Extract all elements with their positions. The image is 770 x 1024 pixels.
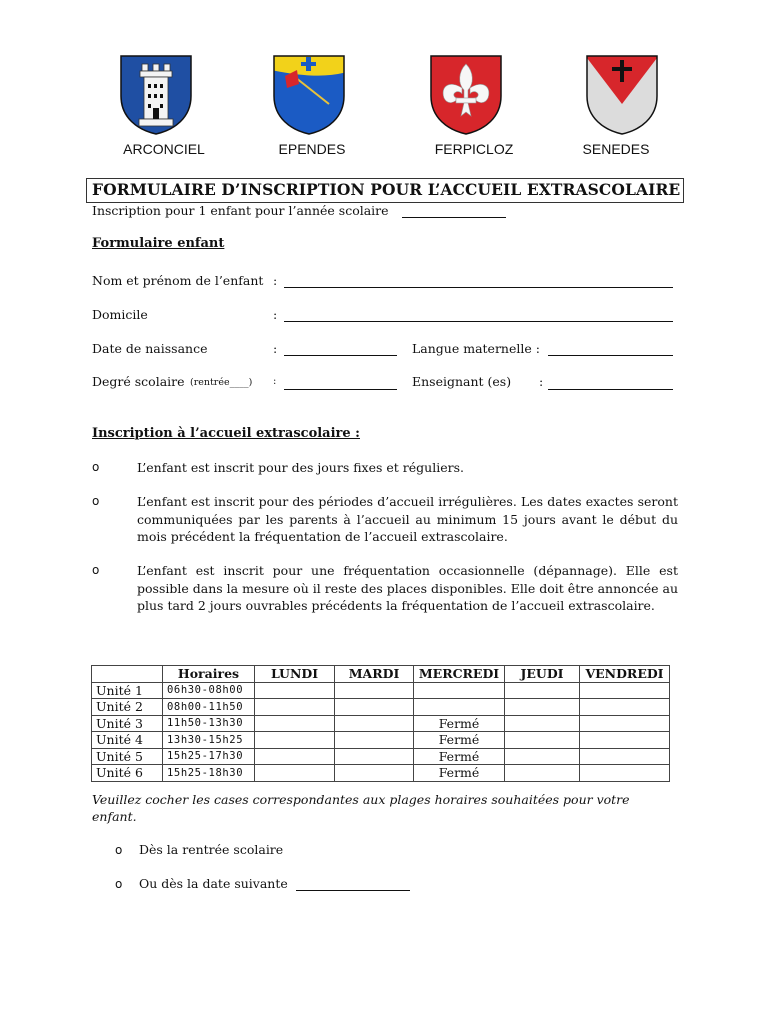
cell-jeudi[interactable] — [505, 748, 580, 765]
table-corner — [92, 666, 163, 683]
option-bullet[interactable]: o — [92, 494, 100, 508]
header-vendredi: VENDREDI — [580, 666, 670, 683]
start-bullet[interactable]: o — [115, 877, 123, 891]
cell-jeudi[interactable] — [505, 765, 580, 782]
cell-vendredi[interactable] — [580, 748, 670, 765]
cell-jeudi[interactable] — [505, 682, 580, 699]
cell-mardi[interactable] — [335, 699, 414, 716]
cell-mardi[interactable] — [335, 715, 414, 732]
start-bullet[interactable]: o — [115, 843, 123, 857]
table-row — [92, 699, 670, 716]
time-slot: 15h25-17h30 — [163, 748, 255, 765]
cell-mercredi: Fermé — [414, 765, 505, 782]
option-bullet[interactable]: o — [92, 460, 100, 474]
teacher-label: Enseignant (es) — [412, 374, 512, 389]
cell-jeudi[interactable] — [505, 732, 580, 749]
grade-field[interactable] — [284, 389, 397, 390]
cell-vendredi[interactable] — [580, 715, 670, 732]
crest-caption-arconciel: ARCONCIEL — [123, 141, 205, 157]
arconciel-crest-icon — [118, 54, 194, 136]
school-year-field[interactable] — [402, 217, 506, 218]
page-title: FORMULAIRE D’INSCRIPTION POUR L’ACCUEIL EXTRASCOLAIRE — [92, 180, 681, 199]
cell-mercredi: Fermé — [414, 732, 505, 749]
start-date-option: Ou dès la date suivante — [139, 876, 288, 891]
colon: : — [539, 374, 544, 389]
header-mardi: MARDI — [335, 666, 414, 683]
ferpicloz-crest-icon — [428, 54, 504, 136]
unit-label: Unité 3 — [92, 715, 163, 732]
cell-lundi[interactable] — [255, 682, 335, 699]
cell-vendredi[interactable] — [580, 682, 670, 699]
ependes-crest-icon — [271, 54, 347, 136]
cell-mercredi: Fermé — [414, 748, 505, 765]
language-label: Langue maternelle : — [412, 341, 540, 356]
cell-lundi[interactable] — [255, 715, 335, 732]
colon: : — [273, 341, 278, 356]
start-school-year-option: Dès la rentrée scolaire — [139, 842, 284, 857]
table-row — [92, 732, 670, 749]
cell-mardi[interactable] — [335, 765, 414, 782]
option-bullet[interactable]: o — [92, 563, 100, 577]
option-irregular: L’enfant est inscrit pour des périodes d’accueil irrégulières. Les dates exactes seront communiquées par les parents à l’accueil au minimum 15 jours avant le début du mois précédent la fréquentation de l’accueil extrascolaire. — [137, 494, 678, 544]
cell-mercredi[interactable] — [414, 699, 505, 716]
header-mercredi: MERCREDI — [414, 666, 505, 683]
colon: : — [273, 273, 278, 288]
unit-label: Unité 2 — [92, 699, 163, 716]
crest-caption-senedes: SENEDES — [582, 141, 650, 157]
cell-mercredi: Fermé — [414, 715, 505, 732]
cell-mercredi[interactable] — [414, 682, 505, 699]
grade-hint: (rentrée____) — [190, 377, 253, 388]
cell-vendredi[interactable] — [580, 732, 670, 749]
table-row — [92, 682, 670, 699]
colon: : — [273, 376, 277, 387]
cell-jeudi[interactable] — [505, 715, 580, 732]
header-jeudi: JEUDI — [505, 666, 580, 683]
teacher-field[interactable] — [548, 389, 673, 390]
time-slot: 13h30-15h25 — [163, 732, 255, 749]
cell-lundi[interactable] — [255, 765, 335, 782]
table-row — [92, 765, 670, 782]
senedes-crest-icon — [584, 54, 660, 136]
cell-lundi[interactable] — [255, 699, 335, 716]
schedule-note: Veuillez cocher les cases correspondantes aux plages horaires souhaitées pour votre enfant. — [92, 792, 630, 824]
table-header-row — [92, 666, 670, 683]
cell-mardi[interactable] — [335, 732, 414, 749]
title-box — [86, 178, 684, 203]
time-slot: 08h00-11h50 — [163, 699, 255, 716]
schedule-table — [91, 665, 670, 782]
cell-vendredi[interactable] — [580, 765, 670, 782]
registration-heading: Inscription à l’accueil extrascolaire : — [92, 426, 360, 441]
unit-label: Unité 4 — [92, 732, 163, 749]
cell-lundi[interactable] — [255, 732, 335, 749]
birthdate-field[interactable] — [284, 355, 397, 356]
start-date-field[interactable] — [296, 890, 410, 891]
header-lundi: LUNDI — [255, 666, 335, 683]
table-row — [92, 748, 670, 765]
address-field[interactable] — [284, 321, 673, 322]
child-name-field[interactable] — [284, 287, 673, 288]
table-row — [92, 715, 670, 732]
address-label: Domicile — [92, 307, 148, 322]
child-name-label: Nom et prénom de l’enfant — [92, 273, 264, 288]
birthdate-label: Date de naissance — [92, 341, 208, 356]
time-slot: 06h30-08h00 — [163, 682, 255, 699]
cell-jeudi[interactable] — [505, 699, 580, 716]
header-horaires: Horaires — [163, 666, 255, 683]
school-year-label: Inscription pour 1 enfant pour l’année scolaire — [92, 203, 389, 218]
cell-mardi[interactable] — [335, 682, 414, 699]
option-fixed-days: L’enfant est inscrit pour des jours fixes et réguliers. — [137, 460, 464, 475]
cell-lundi[interactable] — [255, 748, 335, 765]
unit-label: Unité 1 — [92, 682, 163, 699]
colon: : — [273, 307, 278, 322]
unit-label: Unité 5 — [92, 748, 163, 765]
option-occasional: L’enfant est inscrit pour une fréquentation occasionnelle (dépannage). Elle est possible dans la mesure où il reste des places disponibles. Elle doit être annoncée au plus tard 2 jours ouvrables précédents la fréquentation de l’accueil extrascolaire. — [137, 563, 678, 613]
cell-mardi[interactable] — [335, 748, 414, 765]
time-slot: 11h50-13h30 — [163, 715, 255, 732]
language-field[interactable] — [548, 355, 673, 356]
unit-label: Unité 6 — [92, 765, 163, 782]
crest-caption-ependes: EPENDES — [278, 141, 346, 157]
grade-label: Degré scolaire — [92, 374, 185, 389]
time-slot: 15h25-18h30 — [163, 765, 255, 782]
cell-vendredi[interactable] — [580, 699, 670, 716]
crest-caption-ferpicloz: FERPICLOZ — [434, 141, 514, 157]
child-form-heading: Formulaire enfant — [92, 236, 225, 251]
